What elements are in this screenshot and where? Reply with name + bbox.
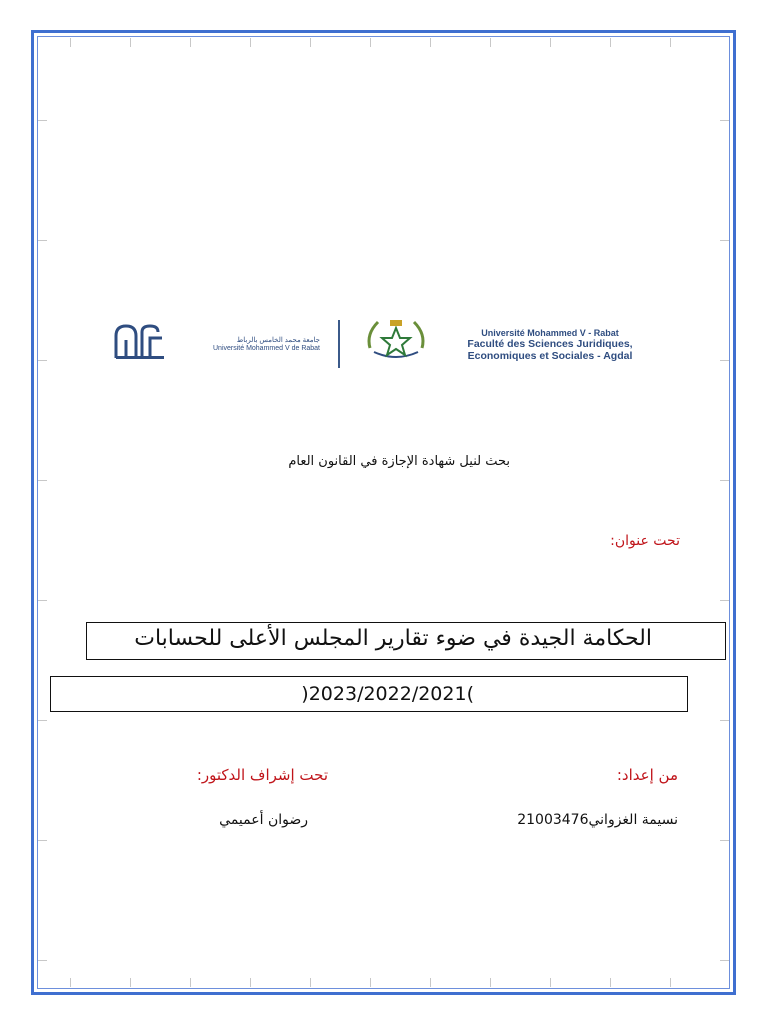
years-range: )2023/2022/2021( xyxy=(301,683,474,705)
supervisor-name: رضوان أعميمي xyxy=(219,812,308,828)
page-border-inner xyxy=(37,36,730,989)
faculty-line-1: Université Mohammed V - Rabat xyxy=(481,328,619,338)
supervisor-label: تحت إشراف الدكتور: xyxy=(196,766,328,784)
left-university-text xyxy=(180,337,320,353)
under-title-label: تحت عنوان: xyxy=(610,533,680,549)
prepared-by-label: من إعداد: xyxy=(616,766,678,784)
thesis-title: الحكامة الجيدة في ضوء تقارير المجلس الأعلى للحسابات xyxy=(134,626,652,651)
faculty-line-3: Economiques et Sociales - Agdal xyxy=(467,350,633,362)
left-university-arabic: جامعة محمد الخامس بالرباط xyxy=(236,337,320,344)
right-faculty-text xyxy=(440,328,660,362)
left-university-french: Université Mohammed V de Rabat xyxy=(213,345,320,352)
degree-line: بحث لنيل شهادة الإجازة في القانون العام xyxy=(288,454,510,469)
logo-divider xyxy=(338,320,340,368)
faculty-line-2: Faculté des Sciences Juridiques, xyxy=(467,338,633,350)
student-name: نسيمة الغزواني21003476 xyxy=(517,812,678,828)
